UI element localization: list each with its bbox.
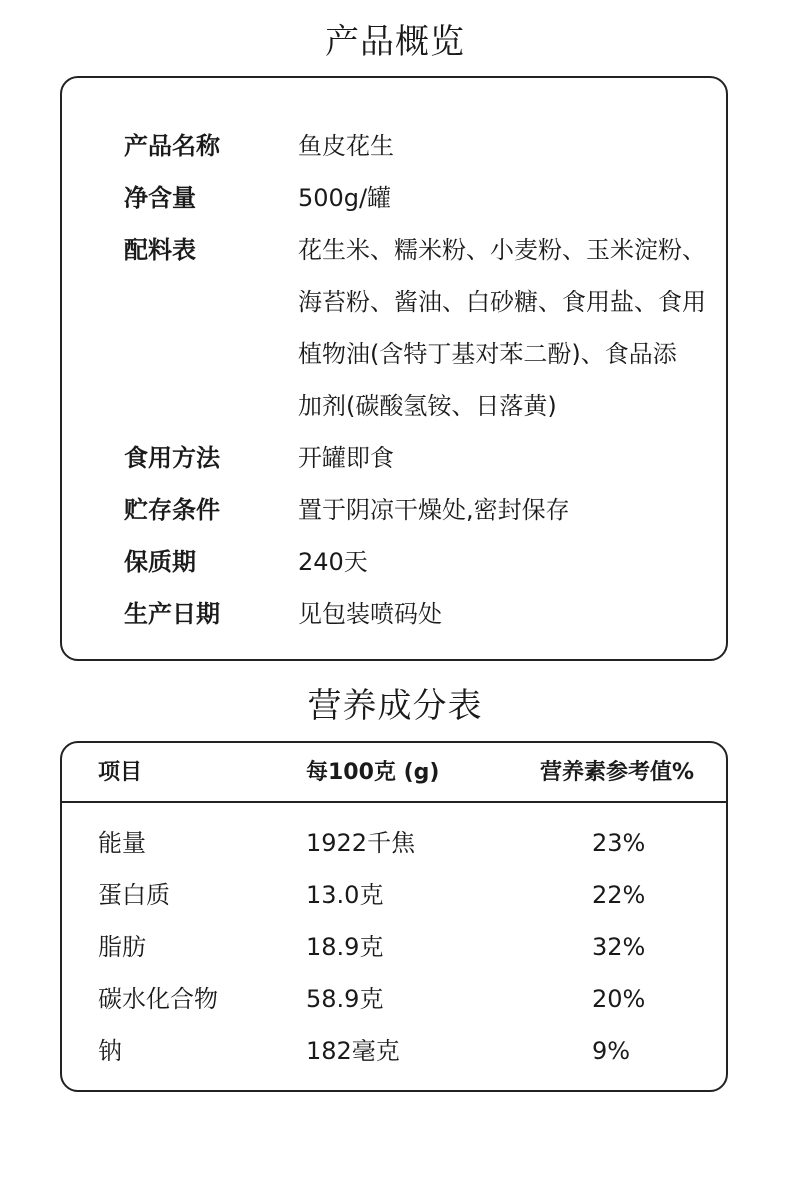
header-nrv: 营养素参考值% — [540, 760, 695, 785]
nutrient-nrv: 20% — [592, 985, 646, 1013]
overview-value: 240天 — [298, 548, 368, 576]
nutrient-amount: 182毫克 — [306, 1037, 400, 1065]
overview-box — [60, 76, 728, 661]
table-row — [62, 817, 726, 869]
nutrient-nrv: 22% — [592, 881, 646, 909]
table-row — [62, 1025, 726, 1077]
overview-value: 500g/罐 — [298, 184, 392, 212]
nutrient-name: 能量 — [98, 829, 146, 857]
ingredient-line: 海苔粉、酱油、白砂糖、食用盐、食用 — [298, 288, 706, 316]
nutrient-nrv: 23% — [592, 829, 646, 857]
nutrition-table-header — [62, 743, 726, 803]
nutrient-nrv: 9% — [592, 1037, 631, 1065]
nutrient-name: 蛋白质 — [98, 881, 170, 909]
ingredient-line: 植物油(含特丁基对苯二酚)、食品添 — [298, 340, 677, 368]
overview-label: 贮存条件 — [124, 496, 220, 524]
overview-label: 净含量 — [124, 184, 196, 212]
overview-value: 鱼皮花生 — [298, 132, 394, 160]
overview-label: 食用方法 — [124, 444, 220, 472]
overview-value: 开罐即食 — [298, 444, 394, 472]
nutrient-amount: 13.0克 — [306, 881, 384, 909]
nutrition-title: 营养成分表 — [307, 686, 483, 726]
table-row — [62, 921, 726, 973]
nutrient-amount: 58.9克 — [306, 985, 384, 1013]
nutrient-nrv: 32% — [592, 933, 646, 961]
nutrient-name: 碳水化合物 — [98, 985, 218, 1013]
nutrient-name: 钠 — [98, 1037, 122, 1065]
nutrient-amount: 1922千焦 — [306, 829, 416, 857]
overview-label: 配料表 — [124, 236, 196, 264]
nutrient-amount: 18.9克 — [306, 933, 384, 961]
overview-label: 保质期 — [124, 548, 196, 576]
ingredient-line: 加剂(碳酸氢铵、日落黄) — [298, 392, 557, 420]
overview-label: 生产日期 — [124, 600, 220, 628]
nutrition-table — [60, 741, 728, 1092]
table-row — [62, 973, 726, 1025]
overview-value — [298, 224, 718, 432]
overview-label: 产品名称 — [124, 132, 220, 160]
header-item: 项目 — [98, 760, 143, 785]
overview-value: 见包装喷码处 — [298, 600, 442, 628]
overview-title: 产品概览 — [325, 22, 465, 62]
header-per-100g: 每100克 (g) — [306, 760, 440, 785]
overview-value: 置于阴凉干燥处,密封保存 — [298, 496, 570, 524]
table-row — [62, 869, 726, 921]
nutrient-name: 脂肪 — [98, 933, 146, 961]
ingredient-line: 花生米、糯米粉、小麦粉、玉米淀粉、 — [298, 236, 706, 264]
